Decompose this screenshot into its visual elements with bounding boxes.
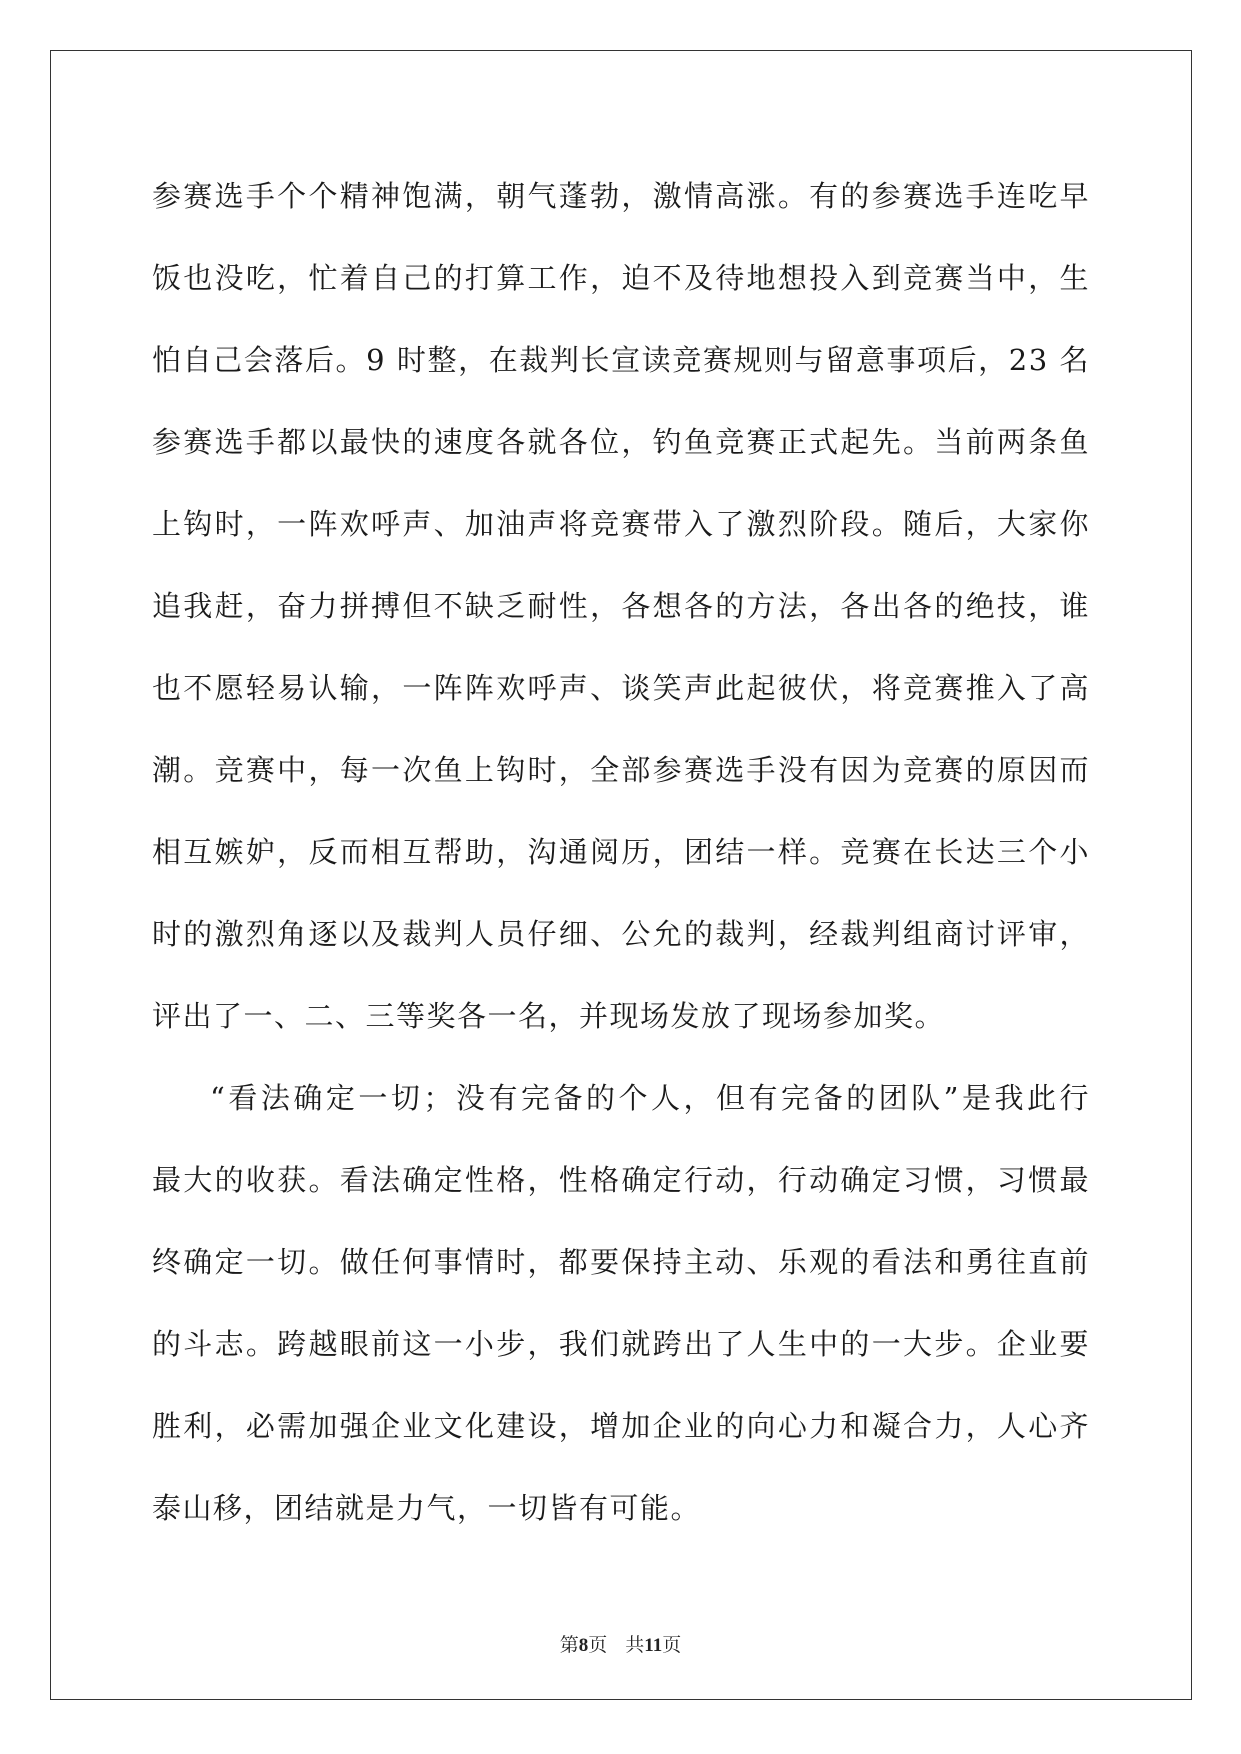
paragraph-line-last: 泰山移，团结就是力气，一切皆有可能。 — [152, 1491, 702, 1525]
paragraph-line: 时的激烈角逐以及裁判人员仔细、公允的裁判，经裁判组商讨评审， — [152, 917, 1090, 951]
paragraph-line: 饭也没吃，忙着自己的打算工作，迫不及待地想投入到竞赛当中，生 — [152, 261, 1090, 295]
paragraph-line-first: “看法确定一切；没有完备的个人，但有完备的团队”是我此行 — [210, 1081, 1090, 1115]
paragraph-1 — [152, 155, 1090, 1057]
paragraph-line: 相互嫉妒，反而相互帮助，沟通阅历，团结一样。竞赛在长达三个小 — [152, 835, 1090, 869]
paragraph-line: 参赛选手个个精神饱满，朝气蓬勃，激情高涨。有的参赛选手连吃早 — [152, 179, 1090, 213]
footer-total-prefix: 共 — [625, 1635, 645, 1656]
paragraph-line: 怕自己会落后。9 时整，在裁判长宣读竞赛规则与留意事项后，23 名 — [152, 343, 1090, 377]
footer-total-pages: 11 — [644, 1635, 663, 1656]
paragraph-2 — [152, 1057, 1090, 1549]
page-footer — [0, 1630, 1241, 1657]
document-body — [152, 155, 1090, 1549]
footer-prefix: 第 — [559, 1635, 579, 1656]
footer-total-unit: 页 — [662, 1635, 682, 1656]
paragraph-line: 终确定一切。做任何事情时，都要保持主动、乐观的看法和勇往直前 — [152, 1245, 1090, 1279]
paragraph-line: 潮。竞赛中，每一次鱼上钩时，全部参赛选手没有因为竞赛的原因而 — [152, 753, 1090, 787]
paragraph-line: 的斗志。跨越眼前这一小步，我们就跨出了人生中的一大步。企业要 — [152, 1327, 1090, 1361]
paragraph-line: 也不愿轻易认输，一阵阵欢呼声、谈笑声此起彼伏，将竞赛推入了高 — [152, 671, 1090, 705]
paragraph-line: 上钩时，一阵欢呼声、加油声将竞赛带入了激烈阶段。随后，大家你 — [152, 507, 1090, 541]
paragraph-line: 参赛选手都以最快的速度各就各位，钓鱼竞赛正式起先。当前两条鱼 — [152, 425, 1090, 459]
paragraph-line: 追我赶，奋力拼搏但不缺乏耐性，各想各的方法，各出各的绝技，谁 — [152, 589, 1090, 623]
paragraph-line: 胜利，必需加强企业文化建设，增加企业的向心力和凝合力，人心齐 — [152, 1409, 1090, 1443]
footer-page-unit: 页 — [588, 1635, 608, 1656]
footer-page-number: 8 — [578, 1635, 589, 1656]
paragraph-line-last: 评出了一、二、三等奖各一名，并现场发放了现场参加奖。 — [152, 999, 946, 1033]
paragraph-line: 最大的收获。看法确定性格，性格确定行动，行动确定习惯，习惯最 — [152, 1163, 1090, 1197]
